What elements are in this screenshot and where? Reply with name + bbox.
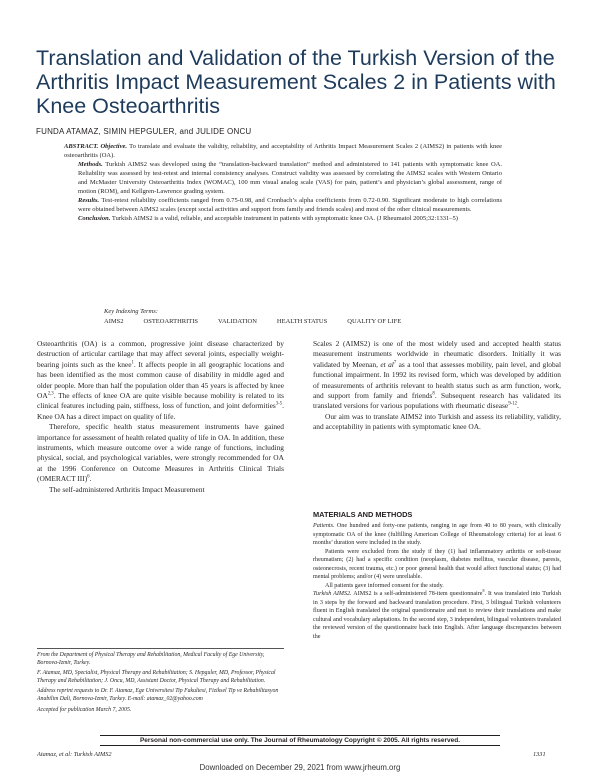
copyright-notice: Personal non-commercial use only. The Journal of Rheumatology Copyright © 2005. All rights reserved. — [100, 735, 500, 746]
intro-paragraph-5: Our aim was to translate AIMS2 into Turkish and assess its reliability, validity, and acceptability in patients with symptomatic knee OA. — [313, 411, 561, 432]
abstract — [64, 142, 503, 223]
page-number: 1331 — [533, 751, 546, 758]
abstract-label: ABSTRACT. — [64, 143, 99, 150]
footnote-accepted: Accepted for publication March 7, 2005. — [37, 706, 132, 713]
conclusion-text: Turkish AIMS2 is a valid, reliable, and acceptable instrument in patients with symptomatic knee OA. (J Rheumatol 2005;32:1331–5) — [111, 215, 458, 222]
footnote-affiliation: From the Department of Physical Therapy and Rehabilitation, Medical Faculty of Ege University, Bornova-Izmir, Turkey. — [37, 652, 265, 666]
intro-paragraph-4: Scales 2 (AIMS2) is one of the most widely used and accepted health status measurement instruments worldwide in rheumatic disorders. Initially it was validated by Meenan, et $al^7$ as a tool that assesses mobility, pain level, and global functional impairment. In 1992 its revised form, which was developed by addition of measurements of arthritis relevant to health status such as arm function, work, and support from family and friends$^8$. Subsequent research has validated its translated versions for various populations with rheumatic disease$^{9-12}$. — [313, 339, 562, 411]
key-indexing-terms — [104, 307, 401, 326]
keywords-label: Key Indexing Terms: — [104, 308, 158, 315]
consent-paragraph: All patients gave informed consent for the study. — [325, 582, 444, 589]
footnote-address: Address reprint requests to Dr. F. Atamaz, Ege Universitesi Tip Fakultesi, Fiziksel Tip ve Rehabilitasyon Anabilim Dali, Bornova-Izmir, Turkey. E-mail: atamaz_02@yahoo.com — [37, 688, 279, 702]
objective-label: Objective. — [100, 143, 127, 150]
keyword: OSTEOARTHRITIS — [143, 318, 199, 325]
abstract-results — [78, 196, 502, 214]
left-column — [37, 339, 284, 495]
methods-text: Turkish AIMS2 was developed using the “translation-backward translation” method and administered to 141 patients with symptomatic knee OA. Reliability was assessed by test-retest and internal consistency analyses. Construct validity was assessed by correlating the AIMS2 scales with Western Ontario and McMaster University Osteoarthritis Index (WOMAC), 100 mm visual analog scale (VAS) for pain, patient’s and physician’s global assessment, range of motion (ROM), and Kellgren-Lawrence grading system. — [78, 161, 503, 195]
intro-paragraph-1: Osteoarthritis (OA) is a common, progressive joint disease characterized by destruction of articular cartilage that may affect several joints, especially weight-bearing joints such as the knee$^1$. It affects people in all geographic locations and has been identified as the most common cause of disability in middle aged and older people. More than half the population older than 45 years is affected by knee OA$^{2,3}$. The effects of knee OA are quite visible because mobility is related to its clinical features including pain, stiffness, loss of function, and joint deformities$^{3-5}$. Knee OA has a direct impact on quality of life. — [37, 339, 284, 421]
keyword: AIMS2 — [104, 318, 124, 325]
right-column — [313, 339, 561, 433]
results-text: Test-retest reliability coefficients ranged from 0.75-0.98, and Cronbach’s alpha coefficients from 0.72-0.90. Significant moderate to high correlations were obtained between AIMS2 scales (except social activities and support from family and friends scales) and most of the other clinical measurements. — [78, 197, 502, 213]
running-footer: Atamaz, et al: Turkish AIMS2 — [37, 751, 112, 758]
abstract-methods — [78, 160, 502, 196]
conclusion-label: Conclusion. — [78, 215, 111, 222]
author-list: FUNDA ATAMAZ, SIMIN HEPGULER, and JULIDE ONCU — [36, 127, 252, 136]
keyword: HEALTH STATUS — [276, 318, 328, 325]
article-title: Translation and Validation of the Turkish Version of the Arthritis Impact Measurement Scales 2 in Patients with Knee Osteoarthritis — [36, 46, 556, 118]
exclusion-paragraph: Patients were excluded from the study if they (1) had inflammatory arthritis or soft-tissue rheumatism; (2) had a specific condition (neoplasm, diabetes mellitus, vascular disease, paresis, osteonecrosis, recent trauma, etc.) or poor general health that would affect functional status; (3) had mental problems; and/or (4) were unreliable. — [313, 548, 561, 581]
patients-paragraph: Patients. One hundred and forty-one patients, ranging in age from 40 to 80 years, with clinically symptomatic OA of the knee (fulfilling American College of Rheumatology criteria) for at least 6 months’ duration were included in the study. — [313, 523, 561, 547]
abstract-objective — [64, 142, 502, 160]
keyword-list — [104, 317, 401, 326]
results-label: Results. — [78, 197, 100, 204]
footnote-divider — [37, 648, 284, 649]
keyword: VALIDATION — [218, 318, 257, 325]
download-stamp: Downloaded on December 29, 2021 from www.jrheum.org — [199, 763, 401, 772]
methods-section — [313, 504, 561, 641]
intro-paragraph-2: Therefore, specific health status measurement instruments have gained importance for assessment of health related quality of life in OA. In addition, these instruments, which measure outcome over a wide range of functions, including physical, social, and psychological variables, were strongly recommended for OA at the 1996 Conference on Outcome Measures in Arthritis Clinical Trials (OMERACT III)$^6$. — [37, 422, 284, 484]
intro-paragraph-3: The self-administered Arthritis Impact Measurement — [49, 484, 205, 494]
objective-text: To translate and evaluate the validity, reliability, and acceptability of Arthritis Impact Measurement Scales 2 (AIMS2) in patients with knee osteoarthritis (OA). — [64, 143, 503, 159]
methods-label: Methods. — [78, 161, 103, 168]
footnote-authors: F. Atamaz, MD, Specialist, Physical Therapy and Rehabilitation; S. Hepguler, MD, Professor, Physical Therapy and Rehabilitation; J. Oncu, MD, Assistant Doctor, Physical Therapy and Rehabilitation. — [37, 670, 276, 684]
abstract-conclusion — [78, 214, 502, 223]
keyword: QUALITY OF LIFE — [347, 318, 402, 325]
methods-body — [313, 522, 561, 641]
footnotes — [37, 652, 284, 717]
section-heading: MATERIALS AND METHODS — [313, 510, 413, 519]
turkish-aims2-paragraph: Turkish AIMS2. AIMS2 is a self-administered 78-item questionnaire$^8$. It was translated into Turkish in 3 steps by the forward and backward translation procedure. First, 3 bilingual Turkish volunteers fluent in English translated the original questionnaire and met to review their translations and make cultural and vocabulary adaptations. In the second step, 3 independent, bilingual volunteers translated the reviewed version of the questionnaire back into English. After language discrepancies between the — [313, 588, 561, 640]
